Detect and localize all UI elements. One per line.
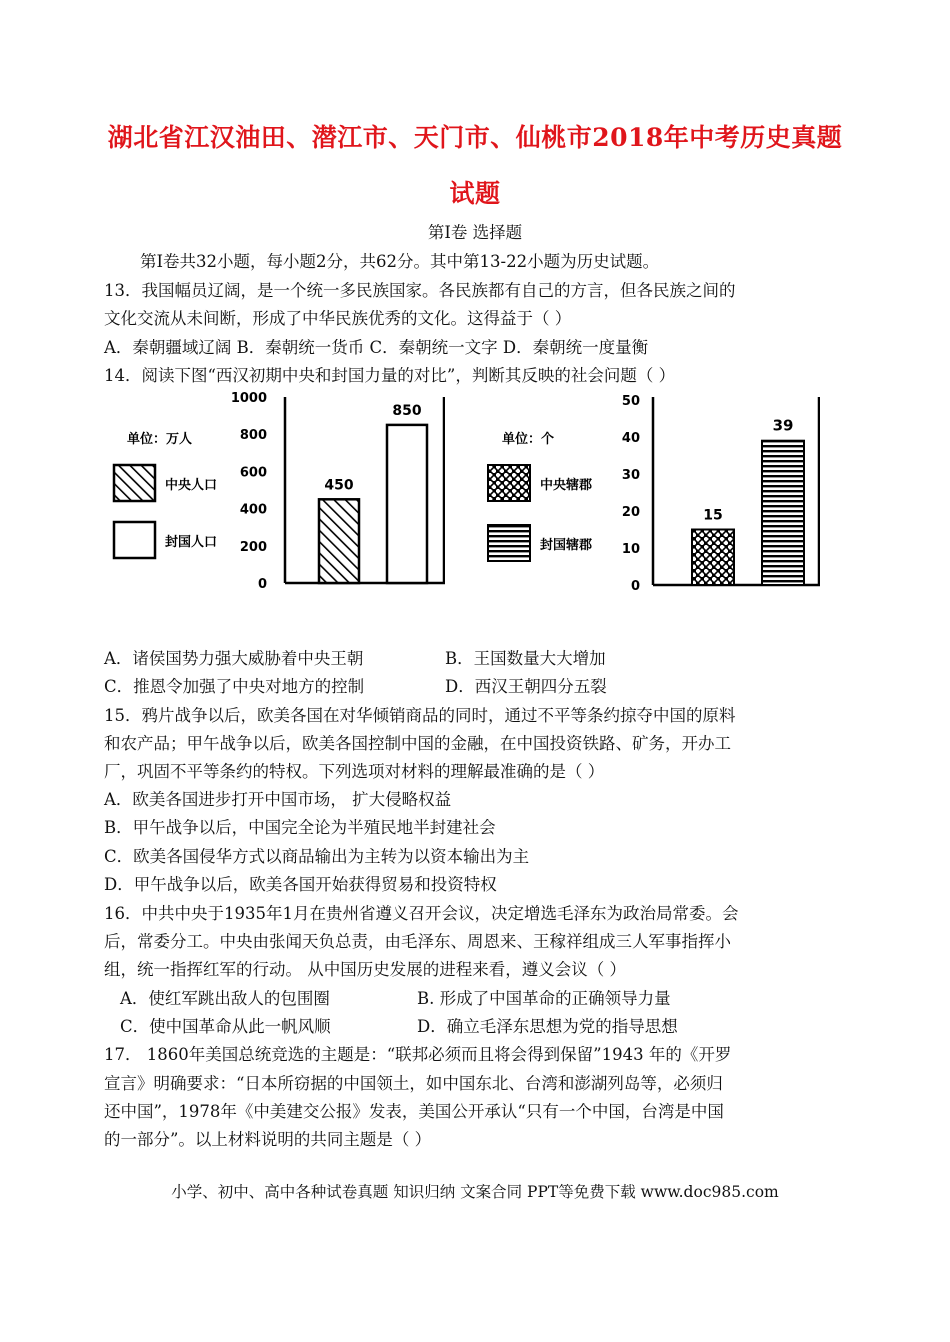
q17-stem-line-4: 的一部分”。以上材料说明的共同主题是（ ） (104, 1130, 432, 1149)
document-title-line-1: 湖北省江汉油田、潜江市、天门市、仙桃市2018年中考历史真题 (107, 123, 843, 152)
q15-option-a: A．欧美各国进步打开中国市场， 扩大侵略权益 (104, 790, 452, 809)
document-title-line-2: 试题 (449, 179, 501, 208)
chart1-legend-swatch-vassal (114, 522, 155, 558)
q15-stem-line-1: 15．鸦片战争以后，欧美各国在对华倾销商品的同时，通过不平等条约掠夺中国的原料 (104, 706, 736, 725)
section-title: 第I卷 选择题 (427, 223, 523, 242)
chart1-legend-vassal: 封国人口 (165, 535, 218, 550)
q14-option-c: C．推恩令加强了中央对地方的控制 (104, 677, 365, 696)
chart1-y-tick-label: 800 (239, 428, 267, 444)
q16-option-b: B. 形成了中国革命的正确领导力量 (417, 989, 671, 1008)
chart1-y-tick-label: 0 (257, 577, 267, 592)
q16-stem-line-2: 后，常委分工。中央由张闻天负总责，由毛泽东、周恩来、王稼祥组成三人军事指挥小 (104, 932, 731, 951)
chart-population (105, 385, 445, 600)
chart1-data-label-vassal: 850 (392, 402, 422, 419)
q17-stem-line-3: 还中国”，1978年《中美建交公报》发表，美国公开承认“只有一个中国，台湾是中国 (104, 1102, 724, 1121)
q14-option-b: B．王国数量大大增加 (445, 649, 606, 668)
chart2-legend-central: 中央辖郡 (540, 478, 593, 493)
section-intro: 第I卷共32小题，每小题2分，共62分。其中第13-22小题为历史试题。 (140, 252, 660, 271)
q14-option-d: D．西汉王朝四分五裂 (445, 677, 607, 696)
chart1-y-tick-label: 1000 (230, 391, 267, 406)
q17-stem-line-1: 17． 1860年美国总统竞选的主题是：“联邦必须而且将会得到保留”1943 年的《开罗 (104, 1045, 732, 1064)
q16-option-d: D．确立毛泽东思想为党的指导思想 (417, 1017, 678, 1036)
chart2-legend-swatch-central (488, 465, 530, 501)
chart1-y-tick-label: 400 (239, 502, 267, 518)
q15-option-d: D．甲午战争以后，欧美各国开始获得贸易和投资特权 (104, 875, 497, 894)
chart2-bar-vassal (762, 441, 804, 585)
chart1-y-tick-label: 600 (239, 465, 267, 481)
chart2-bar-central (692, 530, 734, 586)
chart1-bar-central (319, 499, 359, 583)
chart2-y-tick-label: 0 (630, 579, 640, 594)
chart2-y-tick-label: 50 (621, 394, 640, 409)
chart2-y-tick-label: 30 (621, 468, 640, 483)
q14-stem: 14．阅读下图“西汉初期中央和封国力量的对比”，判断其反映的社会问题（ ） (104, 366, 676, 385)
chart1-legend-central: 中央人口 (165, 478, 218, 493)
chart1-unit-label: 单位：万人 (127, 432, 193, 447)
chart1-bar-vassal (387, 425, 427, 583)
chart2-y-tick-label: 10 (621, 542, 640, 557)
chart-commanderies (480, 385, 820, 600)
q15-stem-line-3: 厂，巩固不平等条约的特权。下列选项对材料的理解最准确的是（ ） (104, 762, 605, 781)
chart1-legend-swatch-central (114, 465, 155, 501)
chart2-legend-swatch-vassal (488, 525, 530, 561)
q14-option-a: A．诸侯国势力强大威胁着中央王朝 (104, 649, 364, 668)
q13-stem-line-1: 13．我国幅员辽阔，是一个统一多民族国家。各民族都有自己的方言，但各民族之间的 (104, 281, 736, 300)
chart1-y-tick-label: 200 (239, 539, 267, 555)
q16-stem-line-3: 组，统一指挥红军的行动。 从中国历史发展的进程来看，遵义会议（ ） (104, 960, 626, 979)
q16-option-c: C．使中国革命从此一帆风顺 (120, 1017, 331, 1036)
chart2-y-tick-label: 20 (621, 505, 640, 520)
chart1-data-label-central: 450 (324, 477, 354, 494)
q15-stem-line-2: 和农产品；甲午战争以后，欧美各国控制中国的金融，在中国投资铁路、矿务，开办工 (104, 734, 731, 753)
q13-options: A．秦朝疆域辽阔 B．秦朝统一货币 C．秦朝统一文字 D．秦朝统一度量衡 (104, 338, 649, 357)
q17-stem-line-2: 宣言》明确要求：“日本所窃据的中国领土，如中国东北、台湾和澎湖列岛等，必须归 (104, 1074, 723, 1093)
q15-option-b: B．甲午战争以后，中国完全论为半殖民地半封建社会 (104, 818, 496, 837)
chart2-data-label-vassal: 39 (772, 416, 794, 435)
chart2-y-tick-label: 40 (621, 431, 640, 446)
chart2-legend-vassal: 封国辖郡 (540, 538, 593, 553)
chart2-data-label-central: 15 (703, 507, 723, 524)
q15-option-c: C．欧美各国侵华方式以商品输出为主转为以资本输出为主 (104, 847, 530, 866)
q16-option-a: A．使红军跳出敌人的包围圈 (120, 989, 330, 1008)
page-footer: 小学、初中、高中各种试卷真题 知识归纳 文案合同 PPT等免费下载 www.doc985.com (171, 1183, 779, 1201)
chart2-unit-label: 单位：个 (502, 432, 555, 447)
q16-stem-line-1: 16．中共中央于1935年1月在贵州省遵义召开会议，决定增选毛泽东为政治局常委。会 (104, 904, 739, 923)
q13-stem-line-2: 文化交流从未间断，形成了中华民族优秀的文化。这得益于（ ） (104, 309, 572, 328)
